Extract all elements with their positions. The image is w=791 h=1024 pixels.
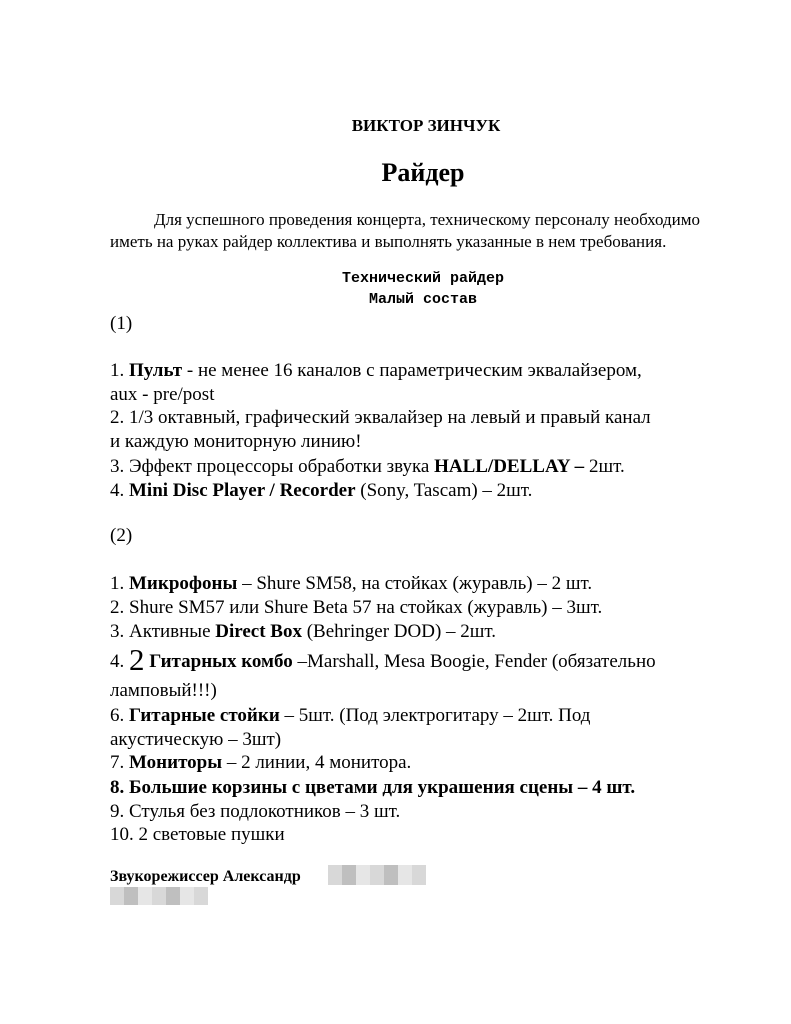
document-title: Райдер — [381, 158, 465, 187]
section1-item1 — [110, 359, 642, 382]
item-text: 3. Эффект процессоры обработки звука — [110, 456, 435, 477]
item-bold: Гитарных комбо — [144, 651, 293, 672]
item-text: - не менее 16 каналов с параметрическим эквалайзером, — [182, 360, 642, 381]
item-number: 4. — [110, 480, 129, 501]
item-text: –Marshall, Mesa Boogie, Fender (обязательно — [292, 651, 656, 672]
section1-item2: 2. 1/3 октавный, графический эквалайзер на левый и правый канал — [110, 407, 651, 428]
item-text: 3. Активные — [110, 621, 216, 642]
item-bold: Mini Disc Player / Recorder — [129, 480, 356, 501]
item-number: 1. — [110, 360, 129, 381]
signature-label: Звукорежиссер Александр — [110, 868, 301, 885]
item-bold: Микрофоны — [129, 573, 238, 594]
section1-label: (1) — [110, 313, 133, 334]
section2-item4 — [110, 642, 656, 677]
item-number: 4. — [110, 651, 129, 672]
section2-item4-cont: ламповый!!!) — [110, 680, 217, 701]
subtitle-technical-rider: Технический райдер — [341, 270, 505, 287]
redacted-phone — [110, 887, 208, 905]
section2-item2: 2. Shure SM57 или Shure Beta 57 на стойках (журавль) – 3шт. — [110, 597, 603, 618]
section2-item9: 9. Стулья без подлокотников – 3 шт. — [110, 801, 401, 822]
section1-item2-cont: и каждую мониторную линию! — [110, 431, 362, 452]
item-text: – 2 линии, 4 монитора. — [222, 752, 412, 773]
item-bold: Мониторы — [129, 752, 223, 773]
item-bold: Гитарные стойки — [129, 705, 280, 726]
section1-item4 — [110, 479, 532, 502]
item-text: – 5шт. (Под электрогитару – 2шт. Под — [279, 705, 591, 726]
item-number: 6. — [110, 705, 129, 726]
section2-item6-cont: акустическую – 3шт) — [110, 729, 282, 750]
item-text: (Behringer DOD) – 2шт. — [301, 621, 497, 642]
section2-item10: 10. 2 световые пушки — [110, 824, 285, 845]
section1-item3 — [110, 455, 625, 478]
item-text: (Sony, Tascam) – 2шт. — [355, 480, 533, 501]
item-number: 7. — [110, 752, 129, 773]
section2-item1 — [110, 572, 592, 595]
redacted-surname — [328, 865, 426, 885]
item-text: – Shure SM58, на стойках (журавль) – 2 шт. — [237, 573, 593, 594]
section2-label: (2) — [110, 525, 133, 546]
section1-item1-cont: aux - pre/post — [110, 384, 215, 405]
item-bold: HALL/DELLAY – — [434, 456, 585, 477]
section2-item3 — [110, 620, 496, 643]
subtitle-small-lineup: Малый состав — [368, 291, 478, 308]
section2-item7 — [110, 751, 411, 774]
section2-item6 — [110, 704, 590, 727]
item-big-number: 2 — [129, 642, 145, 677]
item-number: 1. — [110, 573, 129, 594]
artist-name: ВИКТОР ЗИНЧУК — [351, 116, 501, 135]
intro-text: Для успешного проведения концерта, техническому персоналу необходимо иметь на руках райдер коллектива и выполнять указанные в нем требования. — [110, 210, 701, 251]
item-bold: Пульт — [129, 360, 183, 381]
intro-paragraph — [110, 209, 710, 253]
item-text: 2шт. — [584, 456, 625, 477]
section2-item8: 8. Большие корзины с цветами для украшения сцены – 4 шт. — [110, 777, 636, 798]
item-bold: Direct Box — [215, 621, 302, 642]
